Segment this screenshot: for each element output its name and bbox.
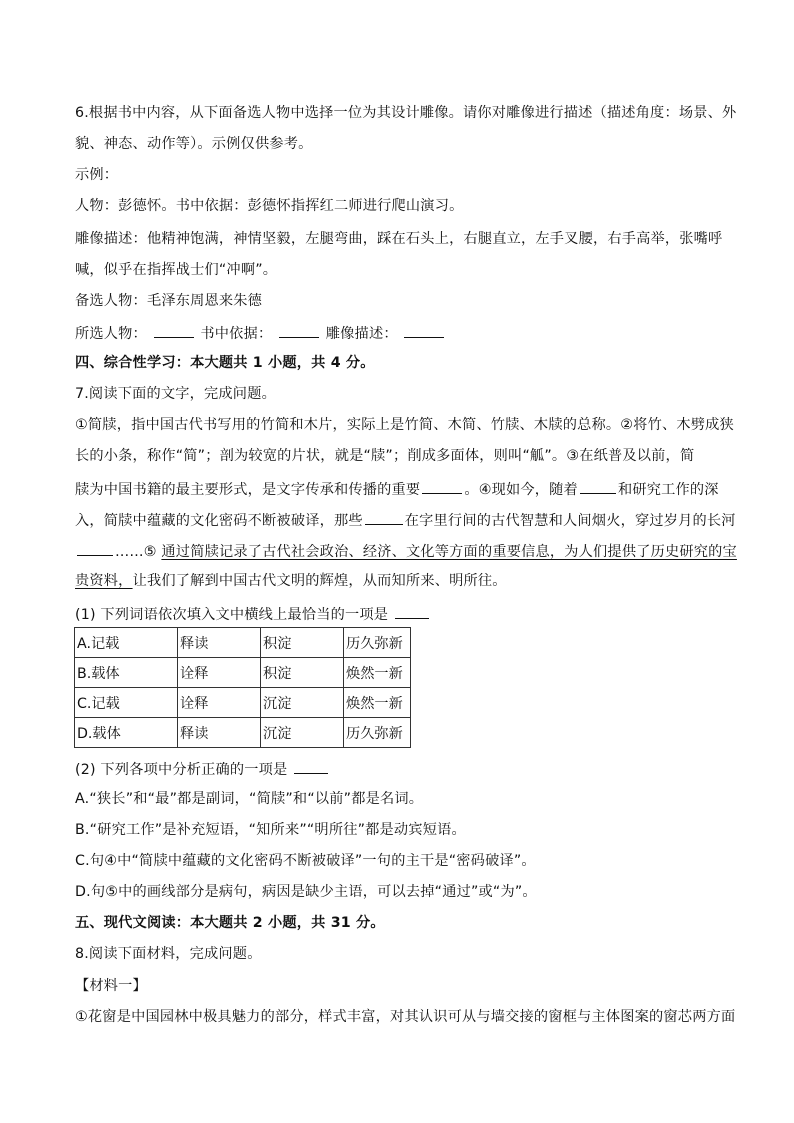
- passage-text: 在字里行间的古代智慧和人间烟火，穿过岁月的长河: [404, 513, 736, 529]
- option-cell: A.记载: [75, 628, 178, 658]
- passage-text: ……⑤: [115, 544, 157, 560]
- section-4-heading: 四、综合性学习：本大题共 1 小题，共 4 分。: [75, 355, 375, 371]
- option-cell: D.载体: [75, 718, 178, 748]
- q7-intro: 7.阅读下面的文字，完成问题。: [75, 386, 276, 402]
- q6-desc-line-2: 喊，似乎在指挥战士们“冲啊”。: [75, 262, 278, 278]
- option-cell: 焕然一新: [344, 688, 411, 718]
- answer-desc-blank[interactable]: [404, 323, 444, 338]
- passage-text: 让我们了解到中国古代文明的辉煌，从而知所来、明所往。: [132, 573, 507, 589]
- passage-text: 牍为中国书籍的最主要形式，是文字传承和传播的重要: [75, 482, 421, 498]
- answer-person-blank[interactable]: [154, 323, 194, 338]
- option-cell: 焕然一新: [344, 658, 411, 688]
- fill-blank-2[interactable]: [580, 479, 616, 494]
- option-cell: 诠释: [178, 688, 261, 718]
- fill-blank-3[interactable]: [365, 510, 403, 525]
- option-row-a[interactable]: [75, 628, 411, 658]
- q6-answer-line: [75, 323, 446, 343]
- option-cell: 积淀: [261, 658, 344, 688]
- option-cell: 历久弥新: [344, 718, 411, 748]
- q6-candidates: 备选人物：毛泽东周恩来朱德: [75, 293, 263, 309]
- option-row-d[interactable]: [75, 718, 411, 748]
- option-cell: 沉淀: [261, 688, 344, 718]
- option-cell: C.记载: [75, 688, 178, 718]
- q8-passage-line-1: ①花窗是中国园林中极具魅力的部分，样式丰富，对其认识可从与墙交接的窗框与主体图案的窗芯两方面: [75, 1009, 736, 1025]
- q8-intro: 8.阅读下面材料，完成问题。: [75, 946, 262, 962]
- q7-sub-question-2: [75, 759, 330, 779]
- answer-basis-label: 书中依据：: [200, 326, 273, 342]
- underlined-sentence: 通过简牍记录了古代社会政治、经济、文化等方面的重要信息，为人们提供了历史研究的宝: [161, 544, 737, 560]
- choice-b[interactable]: B.“研究工作”是补充短语，“知所来”“明所往”都是动宾短语。: [75, 822, 466, 838]
- sub-question-text: (2) 下列各项中分析正确的一项是: [75, 762, 288, 778]
- q6-desc-line-1: 雕像描述：他精神饱满，神情坚毅，左腿弯曲，踩在石头上，右腿直立，左手叉腰，右手高举，张嘴呼: [75, 231, 723, 247]
- q6-person-line: 人物：彭德怀。书中依据：彭德怀指挥红二师进行爬山演习。: [75, 198, 464, 214]
- q7-passage-line-3: [75, 479, 719, 499]
- answer-basis-blank[interactable]: [279, 323, 319, 338]
- answer-desc-label: 雕像描述：: [325, 326, 398, 342]
- fill-blank-1[interactable]: [422, 479, 462, 494]
- q7-sub-question-1: [75, 604, 431, 624]
- choice-c[interactable]: C.句④中“简牍中蕴藏的文化密码不断被破译”一句的主干是“密码破译”。: [75, 853, 536, 869]
- passage-text: 和研究工作的深: [617, 482, 719, 498]
- option-cell: 积淀: [261, 628, 344, 658]
- option-cell: 释读: [178, 718, 261, 748]
- fill-blank-4[interactable]: [77, 541, 113, 556]
- q7-passage-line-5: [75, 541, 737, 561]
- answer-blank-1[interactable]: [395, 604, 429, 619]
- q7-passage-line-6: [75, 572, 507, 590]
- option-cell: 释读: [178, 628, 261, 658]
- sub-question-text: (1) 下列词语依次填入文中横线上最恰当的一项是: [75, 607, 389, 623]
- passage-text: 。④现如今，随着: [464, 482, 578, 498]
- q6-line-2: 貌、神态、动作等）。示例仅供参考。: [75, 136, 313, 152]
- material-1-heading: 【材料一】: [75, 978, 147, 994]
- q7-passage-line-1: ①简牍，指中国古代书写用的竹简和木片，实际上是竹简、木简、竹牍、木牍的总称。②将竹、木劈成狭: [75, 417, 734, 433]
- option-cell: 历久弥新: [344, 628, 411, 658]
- options-table: [74, 627, 411, 748]
- q6-example-label: 示例：: [75, 167, 119, 183]
- passage-text: 入，简牍中蕴藏的文化密码不断被破译，那些: [75, 513, 363, 529]
- section-5-heading: 五、现代文阅读：本大题共 2 小题，共 31 分。: [75, 915, 385, 931]
- option-row-c[interactable]: [75, 688, 411, 718]
- option-cell: 诠释: [178, 658, 261, 688]
- choice-a[interactable]: A.“狭长”和“最”都是副词，“简牍”和“以前”都是名词。: [75, 791, 424, 807]
- option-cell: 沉淀: [261, 718, 344, 748]
- option-row-b[interactable]: [75, 658, 411, 688]
- q7-passage-line-4: [75, 510, 736, 530]
- answer-blank-2[interactable]: [294, 759, 328, 774]
- q6-line-1: 6.根据书中内容，从下面备选人物中选择一位为其设计雕像。请你对雕像进行描述（描述角度：场景、外: [75, 105, 737, 121]
- option-cell: B.载体: [75, 658, 178, 688]
- underlined-sentence: 贵资料，: [75, 573, 133, 589]
- q7-passage-line-2: 长的小条，称作“简”；剖为较宽的片状，就是“牍”；削成多面体，则叫“觚”。③在纸普及以前，简: [75, 448, 695, 464]
- choice-d[interactable]: D.句⑤中的画线部分是病句，病因是缺少主语，可以去掉“通过”或“为”。: [75, 884, 537, 900]
- answer-person-label: 所选人物：: [75, 326, 147, 342]
